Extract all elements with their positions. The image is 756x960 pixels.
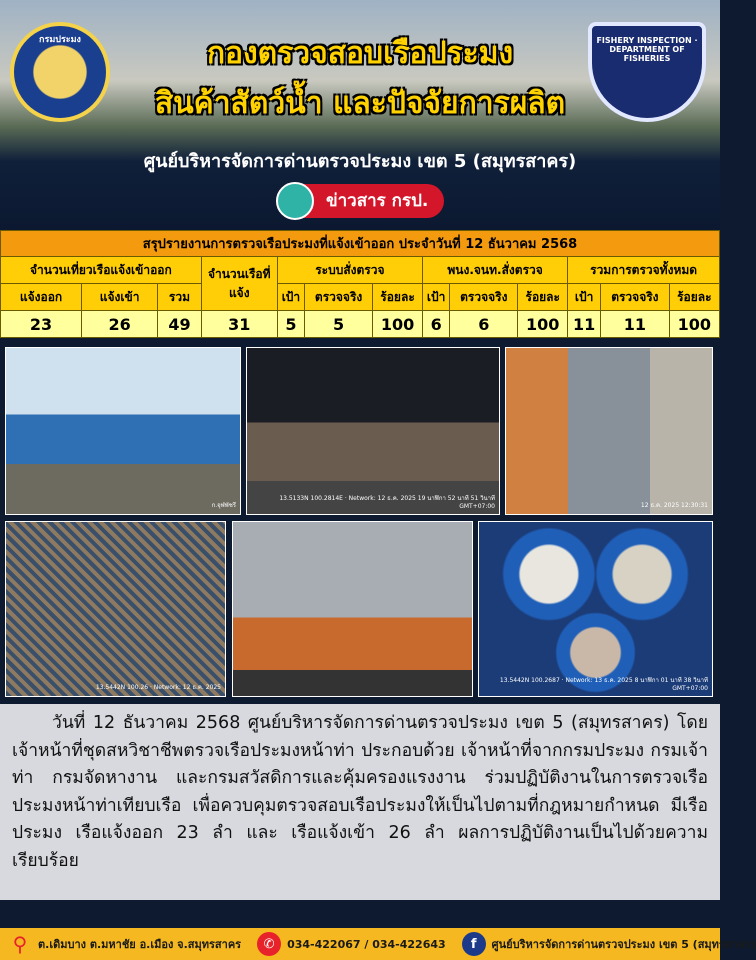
value-cell: 5	[305, 311, 373, 338]
photo-fishing-nets	[5, 521, 226, 697]
logo-text: FISHERY INSPECTION · DEPARTMENT OF FISHERIES	[596, 36, 698, 63]
value-cell: 6	[422, 311, 449, 338]
location-pin-icon: ⚲	[12, 932, 28, 956]
group-header: จำนวนเรือที่แจ้ง	[201, 257, 277, 311]
col-header: ร้อยละ	[373, 284, 423, 311]
subtitle: ศูนย์บริหารจัดการด่านตรวจประมง เขต 5 (สมุทรสาคร)	[143, 151, 577, 172]
photo-officer-inspecting	[505, 347, 713, 515]
value-cell: 100	[669, 311, 719, 338]
badge-label: ข่าวสาร กรป.	[326, 191, 429, 211]
col-header: ตรวจจริง	[601, 284, 669, 311]
col-header: เป้า	[277, 284, 304, 311]
value-cell: 100	[373, 311, 423, 338]
footer-bar	[0, 928, 756, 960]
col-header: เป้า	[422, 284, 449, 311]
news-badge	[276, 184, 444, 218]
value-cell: 100	[518, 311, 568, 338]
photo-inspection-team	[246, 347, 500, 515]
col-header: ตรวจจริง	[305, 284, 373, 311]
photo-catch-buckets	[478, 521, 713, 697]
facebook-icon: f	[462, 932, 486, 956]
value-cell: 23	[1, 311, 82, 338]
photo-caption: 13.5442N 100.2687 · Network: 13 ธ.ค. 2025 8 นาฬิกา 01 นาที 38 วินาที GMT+07:00	[499, 677, 708, 692]
col-header: ร้อยละ	[669, 284, 719, 311]
department-of-fisheries-logo	[10, 22, 110, 122]
value-cell: 6	[450, 311, 518, 338]
fishery-inspection-logo	[588, 22, 706, 122]
news-paragraph: วันที่ 12 ธันวาคม 2568 ศูนย์บริหารจัดการด่านตรวจประมง เขต 5 (สมุทรสาคร) โดยเจ้าหน้าที่ชุดสหวิชาชีพตรวจเรือประมงหน้าท่า ประกอบด้วย เจ้าหน้าที่จากกรมประมง กรมเจ้าท่า กรมจัดหางาน และกรมสวัสดิการและคุ้มครองแรงงาน ร่วมปฏิบัติงานในการตรวจเรือประมงหน้าท่าเทียบเรือ เพื่อควบคุมตรวจสอบเรือประมงให้เป็นไปตามที่กฎหมายกำหนด มีเรือประมง เรือแจ้งออก 23 ลำ และ เรือแจ้งเข้า 26 ลำ ผลการปฏิบัติงานเป็นไปด้วยความเรียบร้อย	[0, 704, 720, 900]
value-cell: 11	[601, 311, 669, 338]
value-cell: 5	[277, 311, 304, 338]
col-header: เป้า	[568, 284, 601, 311]
photo-boat-dock	[5, 347, 241, 515]
col-header: แจ้งออก	[1, 284, 82, 311]
photo-boat-deck	[232, 521, 473, 697]
value-cell: 31	[201, 311, 277, 338]
group-header: พนง.จนท.สั่งตรวจ	[422, 257, 567, 284]
title-line-2: สินค้าสัตว์น้ำ และปัจจัยการผลิต	[154, 86, 566, 121]
photo-caption: 13.5133N 100.2814E · Network: 12 ธ.ค. 2025 19 นาฬิกา 52 นาที 51 วินาที GMT+07:00	[279, 495, 495, 510]
logo-text: กรมประมง	[39, 35, 81, 45]
table-title: สรุปรายงานการตรวจเรือประมงที่แจ้งเข้าออก ประจำวันที่ 12 ธันวาคม 2568	[1, 231, 720, 257]
col-header: ร้อยละ	[518, 284, 568, 311]
photo-caption: 12 ธ.ค. 2025 12:30:31	[640, 502, 708, 509]
facebook-page[interactable]: ศูนย์บริหารจัดการด่านตรวจประมง เขต 5 (สมุทรสาคร)	[491, 938, 756, 951]
value-cell: 49	[158, 311, 202, 338]
photo-caption: 13.5442N 100.26 · Network: 12 ธ.ค. 2025	[95, 684, 221, 691]
col-header: แจ้งเข้า	[82, 284, 158, 311]
value-cell: 26	[82, 311, 158, 338]
summary-table	[0, 230, 720, 338]
header-banner	[0, 0, 720, 230]
value-cell: 11	[568, 311, 601, 338]
photo-caption: ก.จุฬพัชรี	[211, 502, 236, 509]
group-header: จำนวนเที่ยวเรือแจ้งเข้าออก	[1, 257, 202, 284]
group-header: ระบบสั่งตรวจ	[277, 257, 422, 284]
phone-numbers: 034-422067 / 034-422643	[287, 937, 446, 951]
avatar-icon	[276, 182, 314, 220]
col-header: ตรวจจริง	[450, 284, 518, 311]
address: ต.เดิมบาง ต.มหาชัย อ.เมือง จ.สมุทรสาคร	[38, 938, 242, 951]
title-line-1: กองตรวจสอบเรือประมง	[206, 36, 514, 71]
col-header: รวม	[158, 284, 202, 311]
phone-icon: ✆	[257, 932, 281, 956]
group-header: รวมการตรวจทั้งหมด	[568, 257, 720, 284]
